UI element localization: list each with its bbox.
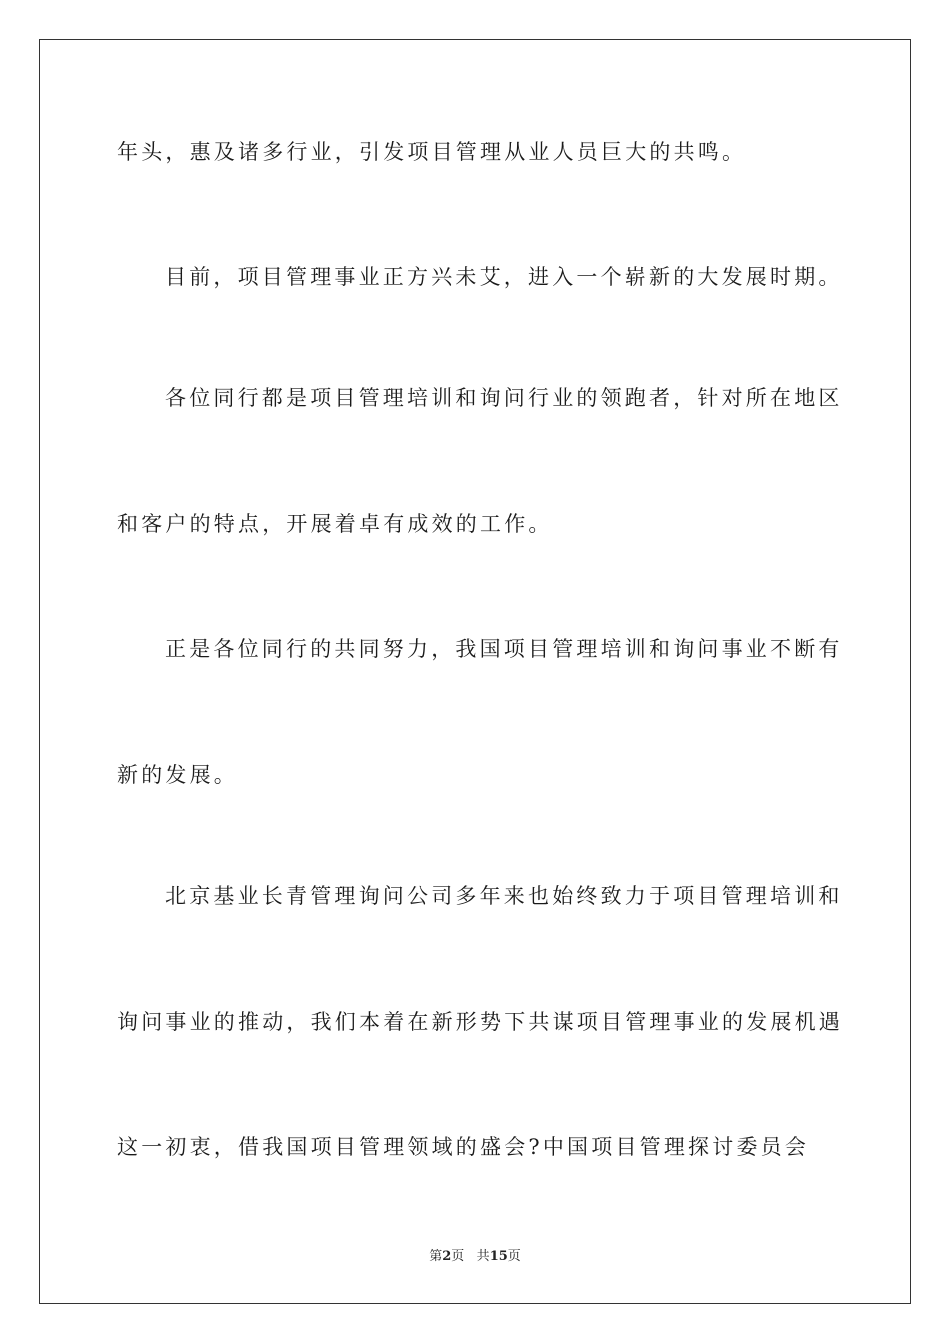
text-line-8: 询问事业的推动，我们本着在新形势下共谋项目管理事业的发展机遇 <box>117 1010 843 1034</box>
total-prefix: 共 <box>476 1249 490 1264</box>
text-line-7: 北京基业长青管理询问公司多年来也始终致力于项目管理培训和 <box>165 884 843 908</box>
text-line-6: 新的发展。 <box>117 763 238 787</box>
total-suffix: 页 <box>507 1249 521 1264</box>
text-line-2: 目前，项目管理事业正方兴未艾，进入一个崭新的大发展时期。 <box>165 265 843 289</box>
text-line-1: 年头，惠及诸多行业，引发项目管理从业人员巨大的共鸣。 <box>117 140 747 164</box>
text-line-4: 和客户的特点，开展着卓有成效的工作。 <box>117 512 553 536</box>
text-line-9: 这一初衷，借我国项目管理领域的盛会?中国项目管理探讨委员会 <box>117 1135 810 1159</box>
page-suffix: 页 <box>451 1249 465 1264</box>
page-footer <box>0 1248 950 1266</box>
page-number: 2 <box>442 1249 452 1264</box>
page-border <box>39 39 911 1304</box>
text-line-3: 各位同行都是项目管理培训和询问行业的领跑者，针对所在地区 <box>165 386 843 410</box>
text-line-5: 正是各位同行的共同努力，我国项目管理培训和询问事业不断有 <box>165 637 843 661</box>
total-pages: 15 <box>489 1249 508 1264</box>
page-prefix: 第 <box>429 1249 443 1264</box>
